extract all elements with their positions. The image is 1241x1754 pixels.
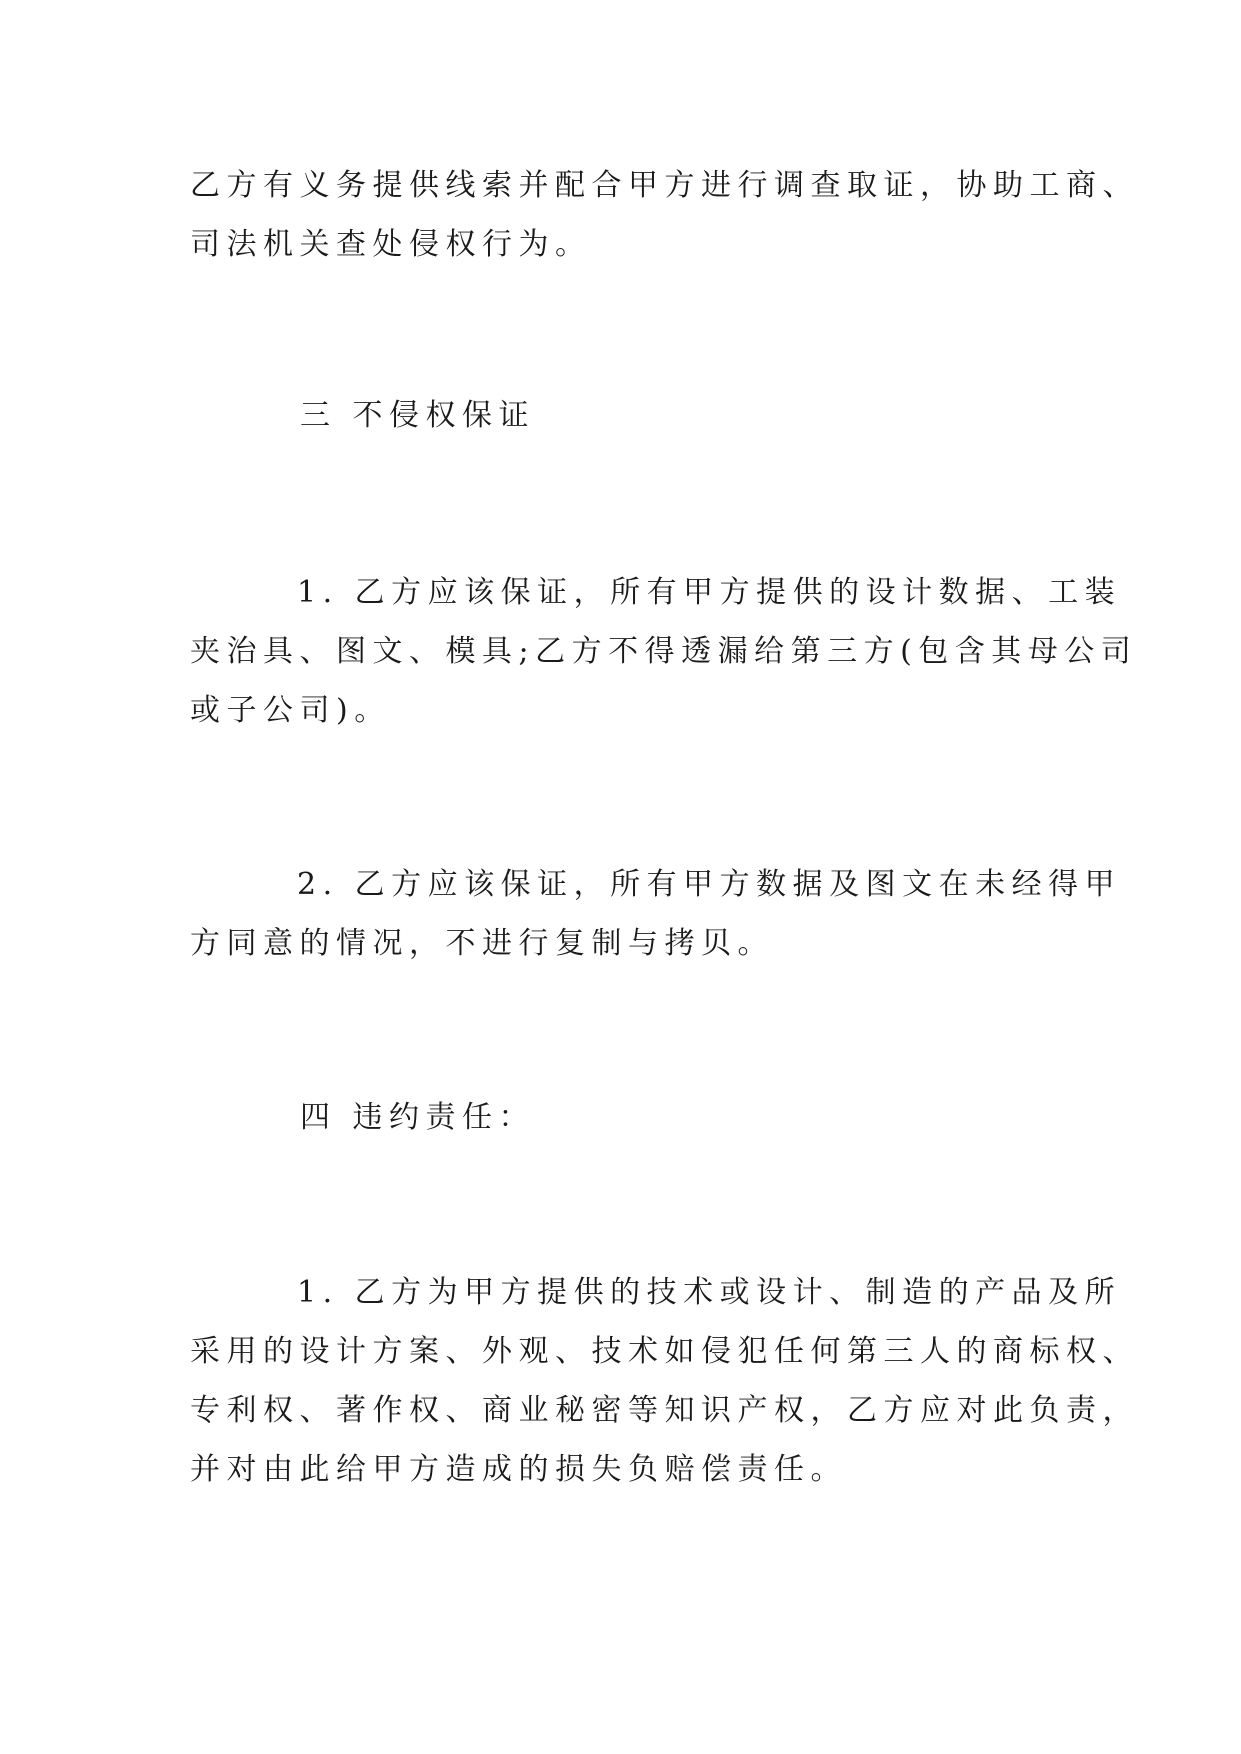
section-heading: 四 违约责任： [300, 1100, 536, 1135]
clause-line: 2. 乙方应该保证，所有甲方数据及图文在未经得甲 [297, 867, 1122, 902]
clause-line: 采用的设计方案、外观、技术如侵犯任何第三人的商标权、 [190, 1334, 1139, 1369]
clause-line: 或子公司)。 [190, 693, 391, 728]
clause-line: 专利权、著作权、商业秘密等知识产权，乙方应对此负责， [190, 1393, 1139, 1428]
paragraph-line: 司法机关查处侵权行为。 [190, 227, 592, 262]
clause-line: 方同意的情况，不进行复制与拷贝。 [190, 926, 774, 961]
clause-line: 夹治具、图文、模具;乙方不得透漏给第三方(包含其母公司 [190, 634, 1138, 669]
clause-line: 并对由此给甲方造成的损失负赔偿责任。 [190, 1452, 847, 1487]
clause-line: 1. 乙方应该保证，所有甲方提供的设计数据、工装 [297, 575, 1122, 610]
section-heading: 三 不侵权保证 [300, 398, 536, 433]
clause-line: 1. 乙方为甲方提供的技术或设计、制造的产品及所 [297, 1275, 1122, 1310]
paragraph-line: 乙方有义务提供线索并配合甲方进行调查取证，协助工商、 [190, 168, 1139, 203]
